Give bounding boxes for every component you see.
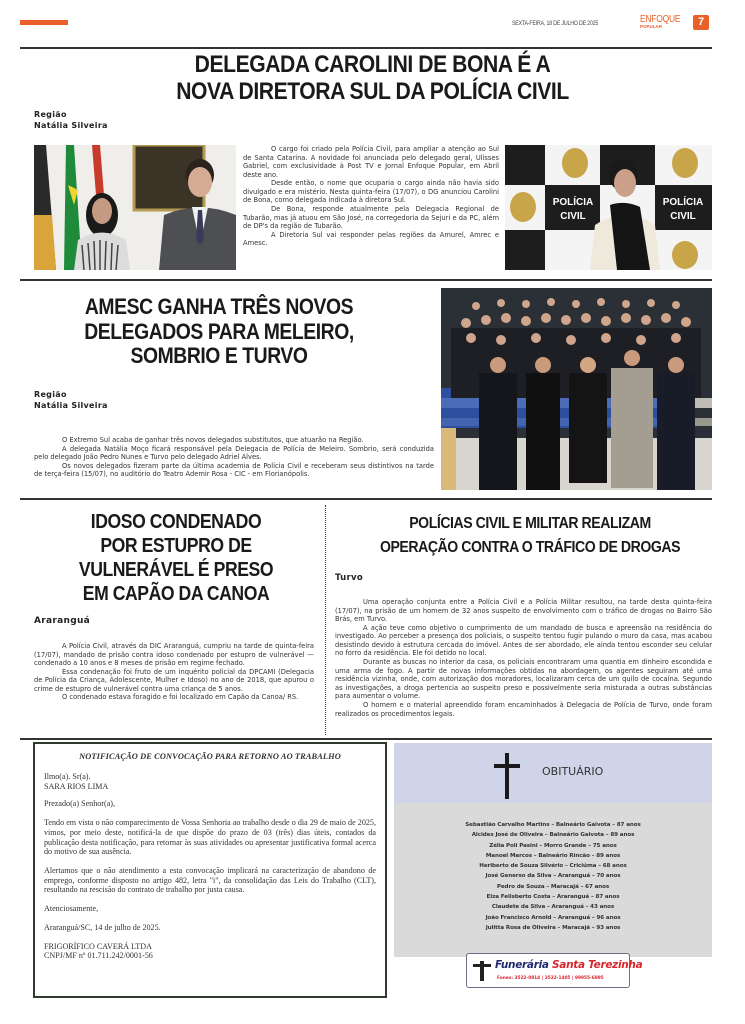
- paragraph: A Polícia Civil, através da DIC Araranguá, cumpriu na tarde de quinta-feira (17/07), mandado de prisão contra idoso condenado por estupro de vulnerável — condenado a 10 anos e 8 meses de prisão em regime fechado.: [34, 642, 314, 668]
- article2-byline: [34, 390, 108, 412]
- article3-body: [34, 642, 314, 702]
- paragraph: A ação teve como objetivo o cumprimento de um mandado de busca e apreensão na residência do investigado. Ao perceber a presença dos policiais, o suspeito tentou fugir pulando o muro da casa, mas acabou desistindo devido à estrutura cercada do imóvel. Antes de ser abordado, ele ainda tentou esconder seu celular no forro da residência. Ele foi detido no local.: [335, 623, 712, 658]
- paragraph: O Extremo Sul acaba de ganhar três novos delegados substitutos, que atuarão na Região.: [62, 436, 364, 444]
- funeral-name-part2: Santa Terezinha: [552, 959, 643, 971]
- notice-cnpj: CNPJ/MF nº 01.711.242/0001-56: [44, 951, 153, 961]
- section-rule: [20, 738, 712, 740]
- headline-line: DELEGADOS PARA MELEIRO,: [84, 318, 354, 344]
- section-rule: [20, 498, 712, 500]
- paragraph: Os novos delegados fizeram parte da última academia de Polícia Civil e receberam seus distintivos na tarde de terça-feira (15/07), no auditório do Teatro Ademir Rosa - CIC - em Florianópolis.: [34, 461, 434, 479]
- notice-salutation: Ilmo(a). Sr(a).: [44, 772, 91, 782]
- backdrop-text-policia: POLÍCIA: [662, 197, 704, 208]
- obituary-entry: Pedro de Souza – Maracajá – 67 anos: [496, 883, 610, 890]
- paragraph: A delegada Natália Moço ficará responsável pela Delegacia de Polícia de Meleiro. Sombrio, será conduzida pelo delegado João Pedro Nunes e Turvo pelo delegado Adriel Alves.: [34, 444, 434, 462]
- obituary-entry: João Francisco Arnold – Araranguá – 96 anos: [485, 914, 621, 921]
- article3-headline: [51, 510, 301, 606]
- backdrop-text-civil: CIVIL: [670, 211, 696, 222]
- photo-delegada-and-delegado-geral: [34, 145, 236, 270]
- obituary-title: OBITUÁRIO: [542, 765, 604, 778]
- page-number: 7: [693, 15, 709, 30]
- funeral-name-part1: Funerária: [495, 959, 549, 971]
- headline-line: IDOSO CONDENADO: [90, 511, 262, 533]
- newspaper-logo: [640, 15, 687, 30]
- article4-body: [335, 598, 712, 718]
- notice-closing: Atenciosamente,: [44, 904, 99, 914]
- paragraph: O cargo foi criado pela Polícia Civil, para ampliar a atenção ao Sul de Santa Catarina. A novidade foi anunciada pelo delegado geral, Ulisses Gabriel, com exclusividade à Post TV e Jornal Enfoque Popular, em Abril deste ano.: [243, 145, 499, 179]
- notice-greeting: Prezado(a) Senhor(a),: [44, 799, 116, 809]
- headline-line: VULNERÁVEL É PRESO: [78, 559, 274, 581]
- headline-line: DELEGADA CAROLINI DE BONA É A: [194, 51, 551, 78]
- obituary-list-panel: [394, 803, 712, 953]
- headline-line: AMESC GANHA TRÊS NOVOS: [84, 294, 354, 319]
- paragraph: Uma operação conjunta entre a Polícia Civil e a Polícia Militar resultou, na tarde desta quinta-feira (17/07), na prisão de um homem de 32 anos suspeito de envolvimento com o tráfico de drogas no Bairro São Brás, em Turvo.: [335, 598, 712, 624]
- article2-headline: [56, 295, 382, 369]
- funeral-home-name: [495, 959, 642, 971]
- article1-body: [243, 145, 499, 248]
- obituary-list: [394, 803, 712, 933]
- obituary-header: [394, 743, 712, 803]
- article3-byline: [34, 615, 90, 627]
- section-label: Turvo: [335, 573, 363, 583]
- funeral-home-ad: [466, 953, 643, 988]
- backdrop-text-policia: POLÍCIA: [552, 197, 594, 208]
- notice-paragraph: Alertamos que o não atendimento a esta convocação implicará na caracterização de abandono de emprego, conforme disposto no artigo 482, letra "i", da consolidação das Leis do Trabalho (CLT), resultando na rescisão do contrato de trabalho por justa causa.: [44, 866, 376, 895]
- section-rule: [20, 279, 712, 281]
- photo-illustration: [34, 145, 236, 270]
- obituary-entry: José Generso da Silva – Araranguá – 70 anos: [485, 873, 621, 880]
- section-label: Região: [34, 390, 67, 399]
- paragraph: Desde então, o nome que ocuparia o cargo ainda não havia sido divulgado e era mistério. Nesta quinta-feira (17/07), o DG anunciou Carolini de Bona, como delegada indicada à diretora Sul.: [243, 179, 499, 205]
- funeral-cross-logo-icon: [471, 959, 493, 983]
- article4-byline: [335, 573, 363, 584]
- photo-illustration: [505, 145, 712, 270]
- paragraph: O homem e o material apreendido foram encaminhados à Delegacia de Polícia de Turvo, onde foram realizados os procedimentos legais.: [335, 700, 712, 718]
- obituary-entry: Alcides José de Oliveira – Balneário Gaivota – 89 anos: [471, 832, 635, 839]
- notice-recipient: SARA RIOS LIMA: [44, 781, 109, 791]
- paragraph: O condenado estava foragido e foi localizado em Capão da Canoa/ RS.: [62, 693, 299, 702]
- cross-icon: [494, 753, 520, 799]
- section-label: Araranguá: [34, 616, 91, 626]
- headline-line: OPERAÇÃO CONTRA O TRÁFICO DE DROGAS: [379, 539, 681, 556]
- obituary-entry: Elza Felisberto Costa – Araranguá – 87 anos: [486, 894, 620, 901]
- paragraph: Durante as buscas no interior da casa, os policiais encontraram uma quantia em dinheiro escondida e uma arma de fogo. A partir de novas informações obtidas na abordagem, os agentes seguiram até uma residência vizinha, onde, com autorização dos moradores, localizaram cerca de um quilo de cocaína. Segundo as investigações, a droga pertencia ao suspeito preso e possivelmente seria misturada a outras substâncias para aumentar o volume.: [335, 658, 712, 701]
- article4-headline: [354, 512, 706, 560]
- funeral-home-phones: Fones: 3522-0814 | 3522-1405 | 99955-6895: [497, 976, 604, 981]
- logo-sub: POPULAR: [640, 24, 663, 29]
- notice-title: NOTIFICAÇÃO DE CONVOCAÇÃO PARA RETORNO AO TRABALHO: [79, 752, 341, 761]
- column-divider: [325, 505, 326, 735]
- paragraph: Essa condenação foi fruto de um inquérito policial da DPCAMI (Delegacia de Polícia da Criança, Adolescente, Mulher e Idoso) no ano de 2018, que apurou o crime de estupro de vulnerável contra uma criança de 5 anos.: [34, 667, 314, 693]
- obituary-entry: Claudete da Silva – Araranguá – 43 anos: [491, 904, 615, 911]
- headline-line: NOVA DIRETORA SUL DA POLÍCIA CIVIL: [176, 77, 569, 105]
- headline-line: EM CAPÃO DA CANOA: [82, 583, 270, 605]
- obituary-entry: Manoel Marcos – Balneário Rincão – 89 anos: [485, 852, 621, 859]
- headline-line: POLÍCIAS CIVIL E MILITAR REALIZAM: [409, 515, 651, 532]
- obituary-entry: Heriberto de Souza Silvério – Criciúma – 68 anos: [479, 863, 627, 870]
- obituary-entry: Sebastião Carvalho Martins – Balneário Gaivota – 87 anos: [465, 822, 641, 828]
- author-name: Natália Silveira: [34, 400, 108, 410]
- obituary-entry: Julitta Rosa de Oliveira – Maracajá – 93 anos: [485, 924, 621, 931]
- article1-byline: [34, 110, 108, 132]
- header-rule: [20, 47, 712, 49]
- photo-carolini-de-bona: [505, 145, 712, 270]
- legal-notice-box: [33, 742, 387, 998]
- section-label: Região: [34, 110, 67, 119]
- notice-place-date: Araranguá/SC, 14 de julho de 2025.: [44, 922, 161, 932]
- photo-illustration: [441, 288, 712, 490]
- paragraph: A Diretoria Sul vai responder pelas regiões da Amurel, Amrec e Amesc.: [243, 230, 499, 248]
- obituary-entry: Zélia Poli Pasini – Morro Grande – 75 anos: [489, 842, 617, 849]
- backdrop-text-civil: CIVIL: [560, 211, 586, 222]
- headline-line: SOMBRIO E TURVO: [130, 343, 308, 369]
- issue-date: SEXTA-FEIRA, 18 DE JULHO DE 2025: [512, 20, 599, 27]
- notice-company: FRIGORÍFICO CAVERÁ LTDA: [44, 941, 152, 951]
- logo-name: ENFOQUE: [640, 14, 681, 25]
- headline-line: POR ESTUPRO DE: [100, 535, 252, 557]
- article2-body: [34, 436, 434, 479]
- photo-new-delegates-group: [441, 288, 712, 490]
- author-name: Natália Silveira: [34, 120, 108, 130]
- notice-paragraph: Tendo em vista o não comparecimento de Vossa Senhoria ao trabalho desde o dia 29 de maio de 2025, vimos, por meio deste, notificá-la de que dispõe do prazo de 03 (três) dias úteis, contados da publicação desta notificação, para retornar às suas atividades ou apresentar justificativa formal acerca do motivo de sua ausência.: [44, 818, 376, 857]
- header-accent-bar: [20, 20, 68, 25]
- paragraph: De Bona, responde atualmente pela Delegacia Regional de Tubarão, mas já atuou em São José, na corregedoria da Sejuri e da PC, além de DP's da região de Tubarão.: [243, 205, 499, 231]
- article1-headline: [62, 52, 682, 106]
